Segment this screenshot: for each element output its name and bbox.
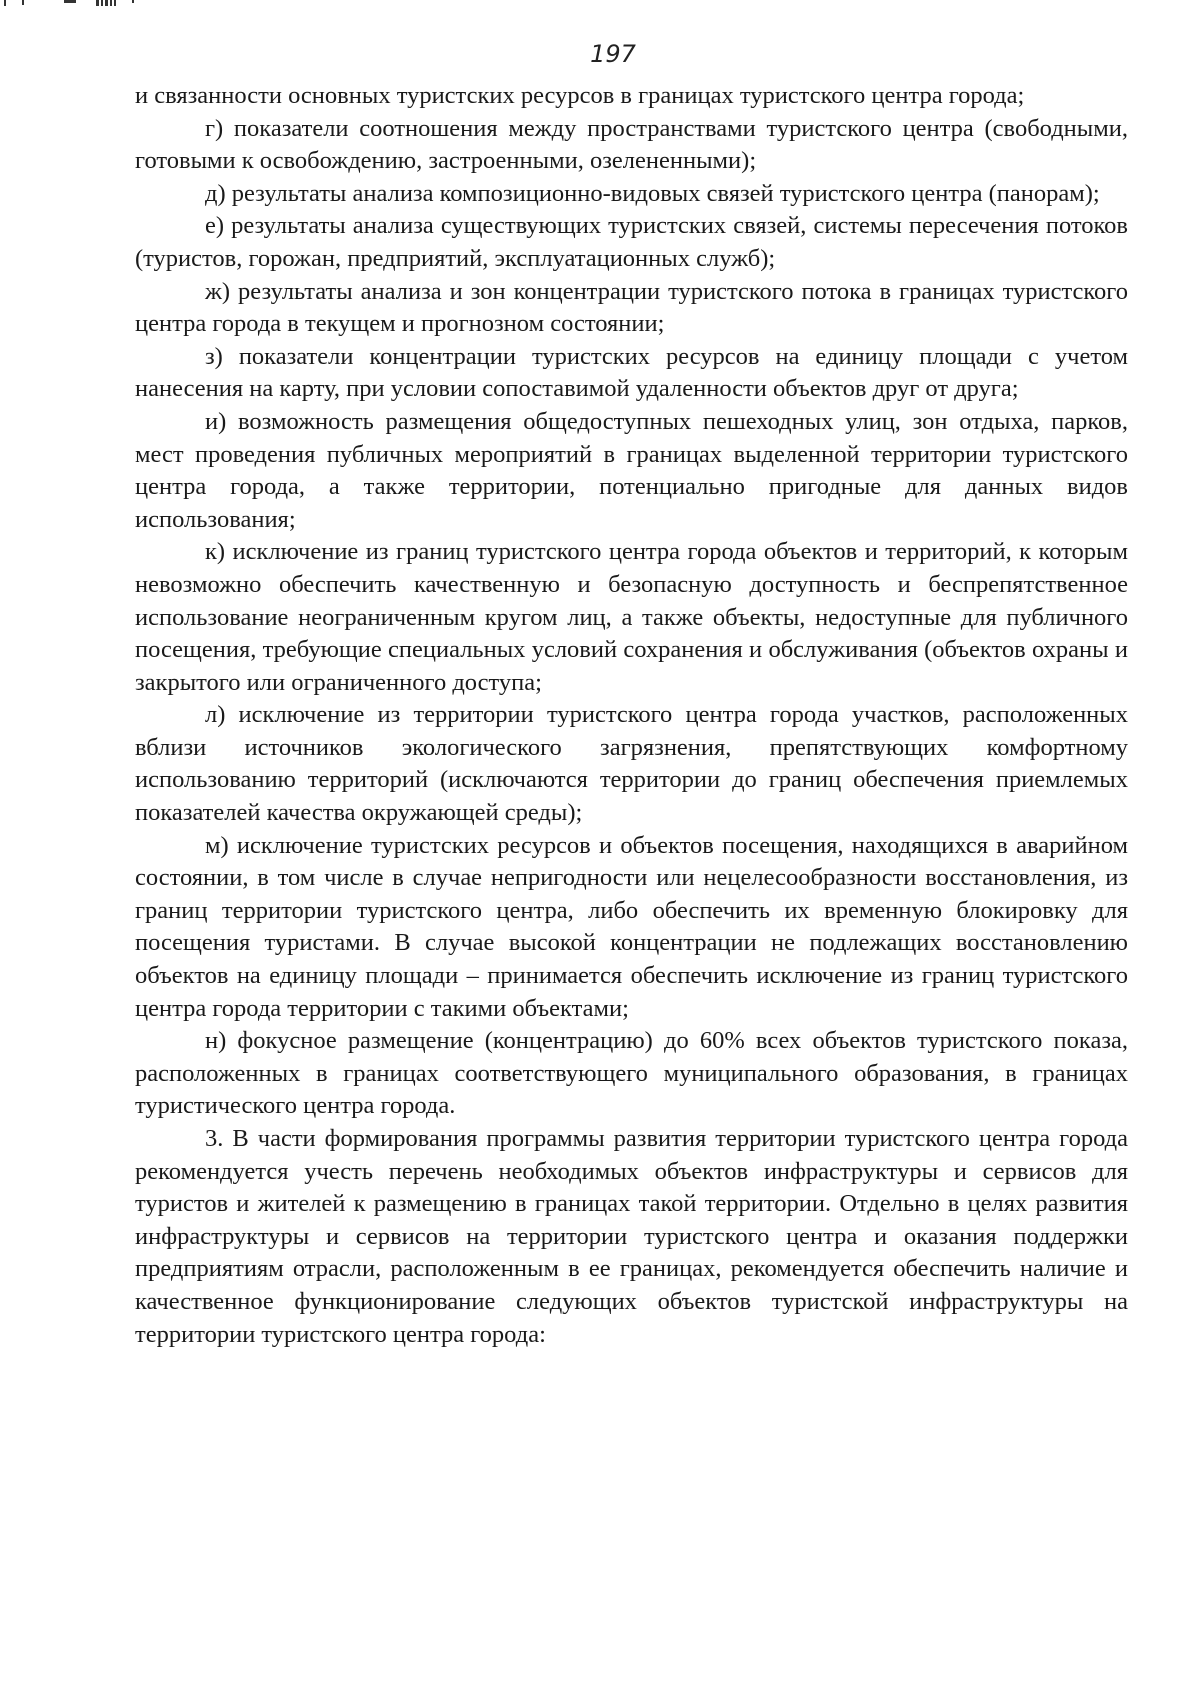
list-item-n: н) фокусное размещение (концентрацию) до 60% всех объектов туристского показа, расположенных в границах соответствующего муниципального образования, в границах туристического центра города. (135, 1027, 1128, 1120)
list-item-zh: ж) результаты анализа и зон концентрации туристского потока в границах туристского центра города в текущем и прогнозном состоянии; (135, 277, 1128, 338)
list-item-d: д) результаты анализа композиционно-видовых связей туристского центра (панорам); (205, 179, 1100, 207)
document-body (135, 80, 1128, 1351)
list-item-m: м) исключение туристских ресурсов и объектов посещения, находящихся в аварийном состоянии, в том числе в случае непригодности или нецелесообразности восстановления, из границ территории туристского центра, либо обеспечить их временную блокировку для посещения туристами. В случае высокой концентрации не подлежащих восстановлению объектов на единицу площади – принимается обеспечить исключение из границ туристского центра города территории с такими объектами; (135, 831, 1128, 1022)
list-item-e: е) результаты анализа существующих туристских связей, системы пересечения потоков (туристов, горожан, предприятий, эксплуатационных служб); (135, 212, 1128, 272)
paragraph-continuation: и связанности основных туристских ресурсов в границах туристского центра города; (135, 82, 1025, 109)
list-item-g: г) показатели соотношения между пространствами туристского центра (свободными, готовыми к освобождению, застроенными, озелененными); (135, 114, 1128, 175)
list-item-l: л) исключение из территории туристского центра города участков, расположенных вблизи источников экологического загрязнения, препятствующих комфортному использованию территорий (исключаются территории до границ обеспечения приемлемых показателей качества окружающей среды); (135, 701, 1128, 827)
list-item-i: и) возможность размещения общедоступных пешеходных улиц, зон отдыха, парков, мест проведения публичных мероприятий в границах выделенной территории туристского центра города, а также территории, потенциально пригодные для данных видов использования; (135, 407, 1128, 533)
page-number: 197 (590, 40, 636, 68)
section-3-paragraph: 3. В части формирования программы развития территории туристского центра города рекомендуется учесть перечень необходимых объектов инфраструктуры и сервисов для туристов и жителей к размещению в границах такой территории. Отдельно в целях развития инфраструктуры и сервисов на территории туристского центра и оказания поддержки предприятиям отрасли, расположенным в ее границах, рекомендуется обеспечить наличие и качественное функционирование следующих объектов туристской инфраструктуры на территории туристского центра города: (135, 1125, 1128, 1348)
list-item-z: з) показатели концентрации туристских ресурсов на единицу площади с учетом нанесения на карту, при условии сопоставимой удаленности объектов друг от друга; (135, 342, 1128, 403)
list-item-k: к) исключение из границ туристского центра города объектов и территорий, к которым невозможно обеспечить качественную и безопасную доступность и беспрепятственное использование неограниченным кругом лиц, а также объекты, недоступные для публичного посещения, требующие специальных условий сохранения и обслуживания (объектов охраны и закрытого или ограниченного доступа; (135, 538, 1128, 696)
scan-edge-marks (0, 0, 160, 8)
